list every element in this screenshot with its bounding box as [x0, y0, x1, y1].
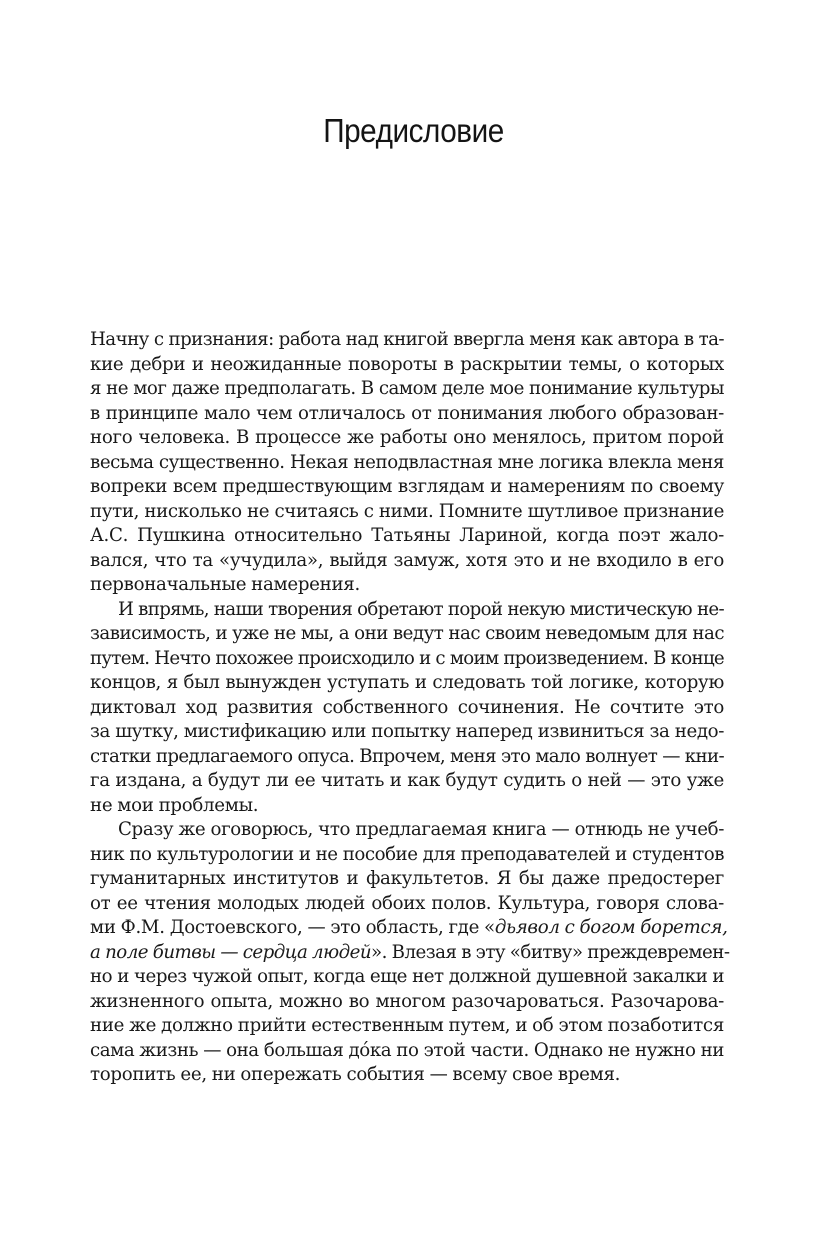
chapter-title: Предисловие [323, 112, 504, 149]
text-line: за шутку, мистификацию или попытку наперед извиниться за недо- [90, 721, 724, 742]
text-line: но и через чужой опыт, когда еще нет должной душевной закалки и [90, 966, 724, 987]
text-line: пути, нисколько не считаясь с ними. Помните шутливое признание [90, 500, 724, 522]
text-line: вопреки всем предшествующим взглядам и намерениям по своему [90, 476, 724, 497]
text-line: торопить ее, ни опережать события — всему свое время. [90, 1064, 621, 1085]
text-line-with-quote [90, 916, 728, 941]
paragraph-1 [90, 328, 724, 598]
text-line: я не мог даже предполагать. В самом деле мое понимание культуры [90, 378, 724, 399]
text-line: ник по культурологии и не пособие для преподавателей и студентов [90, 843, 724, 865]
text-line: от ее чтения молодых людей обоих полов. Культура, говоря слова- [90, 892, 724, 914]
text-line: И впрямь, наши творения обретают порой некую мистическую не- [118, 598, 724, 620]
text-line: ного человека. В процессе же работы оно менялось, притом порой [90, 427, 724, 448]
paragraph-2 [90, 598, 724, 819]
chapter-body [90, 328, 730, 1088]
text-line: Сразу же оговорюсь, что предлагаемая книга — отнюдь не учеб- [118, 819, 724, 840]
text-line: ние же должно прийти естественным путем, и об этом позаботится [90, 1015, 724, 1036]
quote-italic: дьявол с богом борется, [494, 917, 728, 938]
text-line: в принципе мало чем отличалось от понимания любого образован- [90, 402, 724, 424]
text-line: первоначальные намерения. [90, 574, 360, 595]
text-line-with-quote [90, 941, 730, 966]
text-line: не мои проблемы. [90, 794, 259, 816]
text-line: гуманитарных институтов и факультетов. Я бы даже предостерег [90, 868, 724, 889]
quote-suffix: ». Влезая в эту «битву» преждевремен- [371, 941, 730, 963]
text-line: А.С. Пушкина относительно Татьяны Лариной, когда поэт жало- [90, 525, 724, 546]
paragraph-3 [90, 818, 730, 1088]
text-line: статки предлагаемого опуса. Впрочем, меня это мало волнует — кни- [90, 745, 724, 767]
text-line: весьма существенно. Некая неподвластная мне логика влекла меня [90, 451, 724, 473]
text-line: концов, я был вынужден уступать и следовать той логике, которую [90, 672, 724, 693]
text-line: сама жизнь — она большая до́ка по этой части. Однако не нужно ни [90, 1039, 724, 1061]
quote-italic: а поле битвы — сердца людей [90, 941, 372, 963]
text-line: вался, что та «учудила», выйдя замуж, хотя это и не входило в его [90, 549, 724, 571]
text-line: Начну с признания: работа над книгой ввергла меня как автора в та- [90, 329, 724, 350]
text-line: диктовал ход развития собственного сочинения. Не сочтите это [90, 696, 724, 718]
quote-prefix: ми Ф.М. Достоевского, — это область, где « [90, 917, 495, 938]
text-line: кие дебри и неожиданные повороты в раскрытии темы, о которых [90, 353, 724, 375]
text-line: жизненного опыта, можно во многом разочароваться. Разочарова- [90, 990, 724, 1012]
text-line: зависимость, и уже не мы, а они ведут нас своим неведомым для нас [90, 623, 724, 644]
text-line: га издана, а будут ли ее читать и как будут судить о ней — это уже [90, 770, 724, 791]
text-line: путем. Нечто похожее происходило и с моим произведением. В конце [90, 647, 724, 669]
